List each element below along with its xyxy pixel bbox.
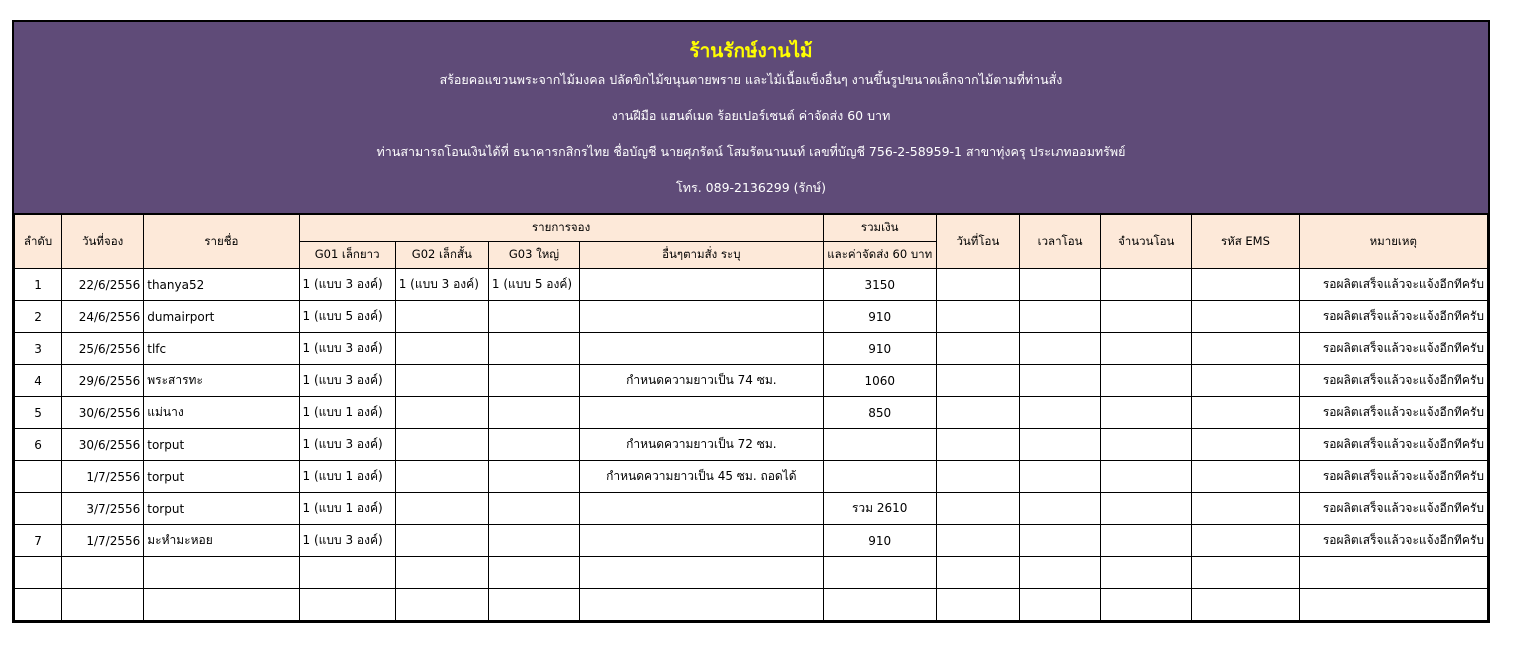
cell-name: tlfc [144, 333, 299, 365]
cell-name [144, 557, 299, 589]
cell-no: 3 [15, 333, 62, 365]
cell-g01: 1 (แบบ 5 องค์) [299, 301, 395, 333]
cell-empty [1019, 301, 1100, 333]
table-row [15, 301, 1488, 333]
cell-empty [936, 365, 1019, 397]
shop-description: สร้อยคอแขวนพระจากไม้มงคล ปลัดขิกไม้ขนุนตายพราย และไม้เนื้อแข็งอื่นๆ งานขึ้นรูปขนาดเล็กจากไม้ตามที่ท่านสั่ง [439, 72, 1063, 87]
cell-date: 29/6/2556 [62, 365, 144, 397]
header-ems: รหัส EMS [1192, 215, 1299, 269]
cell-no: 6 [15, 429, 62, 461]
cell-no [15, 493, 62, 525]
cell-date: 25/6/2556 [62, 333, 144, 365]
cell-empty [1192, 461, 1299, 493]
cell-no: 1 [15, 269, 62, 301]
cell-empty [1192, 589, 1299, 621]
cell-empty [1192, 397, 1299, 429]
cell-empty [1192, 525, 1299, 557]
cell-total [823, 429, 936, 461]
cell-empty [936, 557, 1019, 589]
cell-empty [1101, 493, 1192, 525]
cell-name: thanya52 [144, 269, 299, 301]
cell-other: กำหนดความยาวเป็น 45 ซม. ถอดได้ [580, 461, 824, 493]
cell-empty [936, 525, 1019, 557]
cell-g02 [395, 461, 488, 493]
table-row [15, 365, 1488, 397]
cell-note: รอผลิตเสร็จแล้วจะแจ้งอีกทีครับ [1299, 493, 1487, 525]
header-g03: G03 ใหญ่ [488, 242, 579, 269]
table-row [15, 557, 1488, 589]
header-name: รายชื่อ [144, 215, 299, 269]
cell-g03 [488, 397, 579, 429]
cell-g02 [395, 589, 488, 621]
cell-no: 5 [15, 397, 62, 429]
order-sheet [12, 20, 1490, 623]
table-row [15, 525, 1488, 557]
cell-empty [1101, 301, 1192, 333]
cell-g01: 1 (แบบ 1 องค์) [299, 397, 395, 429]
cell-g03 [488, 493, 579, 525]
orders-table [14, 214, 1488, 621]
cell-no: 7 [15, 525, 62, 557]
header-g01: G01 เล็กยาว [299, 242, 395, 269]
table-row [15, 589, 1488, 621]
cell-empty [1192, 333, 1299, 365]
cell-empty [1101, 429, 1192, 461]
cell-g01: 1 (แบบ 3 องค์) [299, 365, 395, 397]
cell-date: 30/6/2556 [62, 397, 144, 429]
cell-total: รวม 2610 [823, 493, 936, 525]
cell-other [580, 333, 824, 365]
cell-empty [936, 397, 1019, 429]
cell-date: 1/7/2556 [62, 461, 144, 493]
cell-date: 1/7/2556 [62, 525, 144, 557]
cell-name [144, 589, 299, 621]
cell-empty [1101, 365, 1192, 397]
shop-title: ร้านรักษ์งานไม้ [689, 40, 813, 62]
phone-info: โทร. 089-2136299 (รักษ์) [676, 180, 826, 195]
cell-empty [1019, 333, 1100, 365]
cell-empty [1019, 557, 1100, 589]
cell-note: รอผลิตเสร็จแล้วจะแจ้งอีกทีครับ [1299, 525, 1487, 557]
header-total: รวมเงิน [823, 215, 936, 242]
cell-g02 [395, 301, 488, 333]
cell-empty [1101, 525, 1192, 557]
cell-g02 [395, 557, 488, 589]
table-row [15, 333, 1488, 365]
cell-total [823, 557, 936, 589]
cell-empty [1019, 493, 1100, 525]
cell-total [823, 589, 936, 621]
cell-note: รอผลิตเสร็จแล้วจะแจ้งอีกทีครับ [1299, 333, 1487, 365]
cell-g01 [299, 589, 395, 621]
cell-note: รอผลิตเสร็จแล้วจะแจ้งอีกทีครับ [1299, 461, 1487, 493]
cell-other [580, 493, 824, 525]
cell-empty [1192, 493, 1299, 525]
header-no: ลำดับ [15, 215, 62, 269]
cell-g03 [488, 365, 579, 397]
cell-g02 [395, 397, 488, 429]
cell-other [580, 269, 824, 301]
cell-g03 [488, 429, 579, 461]
cell-g03 [488, 301, 579, 333]
cell-g02 [395, 365, 488, 397]
table-row [15, 461, 1488, 493]
cell-empty [1101, 589, 1192, 621]
cell-other [580, 301, 824, 333]
cell-empty [1101, 461, 1192, 493]
cell-name: torput [144, 493, 299, 525]
cell-no [15, 557, 62, 589]
cell-other: กำหนดความยาวเป็น 74 ซม. [580, 365, 824, 397]
header-pay-date: วันที่โอน [936, 215, 1019, 269]
cell-other [580, 557, 824, 589]
cell-empty [1192, 301, 1299, 333]
cell-empty [936, 493, 1019, 525]
cell-empty [1019, 397, 1100, 429]
cell-total: 910 [823, 333, 936, 365]
cell-g02 [395, 333, 488, 365]
cell-other [580, 589, 824, 621]
cell-g01: 1 (แบบ 1 องค์) [299, 461, 395, 493]
cell-g03 [488, 557, 579, 589]
cell-no: 2 [15, 301, 62, 333]
cell-date: 3/7/2556 [62, 493, 144, 525]
cell-g03 [488, 333, 579, 365]
cell-g01: 1 (แบบ 3 องค์) [299, 429, 395, 461]
cell-name: มะหำมะหอย [144, 525, 299, 557]
cell-name: torput [144, 461, 299, 493]
cell-empty [1019, 269, 1100, 301]
cell-empty [936, 429, 1019, 461]
cell-g02 [395, 493, 488, 525]
header-items: รายการจอง [299, 215, 823, 242]
cell-total: 1060 [823, 365, 936, 397]
cell-g01 [299, 557, 395, 589]
table-row [15, 429, 1488, 461]
cell-date: 30/6/2556 [62, 429, 144, 461]
header-note: หมายเหตุ [1299, 215, 1487, 269]
cell-g02: 1 (แบบ 3 องค์) [395, 269, 488, 301]
cell-name: torput [144, 429, 299, 461]
cell-g01: 1 (แบบ 3 องค์) [299, 333, 395, 365]
cell-g02 [395, 525, 488, 557]
cell-empty [1192, 557, 1299, 589]
shop-banner [14, 22, 1488, 214]
cell-empty [936, 301, 1019, 333]
cell-empty [1019, 525, 1100, 557]
cell-total: 850 [823, 397, 936, 429]
cell-empty [1019, 365, 1100, 397]
cell-empty [1192, 269, 1299, 301]
cell-empty [1019, 429, 1100, 461]
cell-g01: 1 (แบบ 1 องค์) [299, 493, 395, 525]
cell-empty [1101, 269, 1192, 301]
cell-other [580, 397, 824, 429]
cell-empty [1019, 589, 1100, 621]
cell-no [15, 461, 62, 493]
header-amount: จำนวนโอน [1101, 215, 1192, 269]
cell-total [823, 461, 936, 493]
cell-empty [1192, 429, 1299, 461]
cell-note: รอผลิตเสร็จแล้วจะแจ้งอีกทีครับ [1299, 365, 1487, 397]
table-row [15, 397, 1488, 429]
cell-date [62, 589, 144, 621]
table-row [15, 269, 1488, 301]
cell-empty [936, 269, 1019, 301]
header-g02: G02 เล็กสั้น [395, 242, 488, 269]
cell-note: รอผลิตเสร็จแล้วจะแจ้งอีกทีครับ [1299, 429, 1487, 461]
cell-empty [1192, 365, 1299, 397]
cell-total: 3150 [823, 269, 936, 301]
cell-note: รอผลิตเสร็จแล้วจะแจ้งอีกทีครับ [1299, 397, 1487, 429]
cell-other [580, 525, 824, 557]
cell-total: 910 [823, 525, 936, 557]
cell-g02 [395, 429, 488, 461]
shop-tagline: งานฝีมือ แฮนด์เมด ร้อยเปอร์เซนต์ ค่าจัดส่ง 60 บาท [611, 108, 891, 123]
cell-total: 910 [823, 301, 936, 333]
cell-g03: 1 (แบบ 5 องค์) [488, 269, 579, 301]
cell-g03 [488, 461, 579, 493]
cell-date: 22/6/2556 [62, 269, 144, 301]
cell-note: รอผลิตเสร็จแล้วจะแจ้งอีกทีครับ [1299, 301, 1487, 333]
cell-name: พระสารทะ [144, 365, 299, 397]
table-row [15, 493, 1488, 525]
cell-g01: 1 (แบบ 3 องค์) [299, 269, 395, 301]
header-other: อื่นๆตามสั่ง ระบุ [580, 242, 824, 269]
cell-empty [1101, 397, 1192, 429]
cell-empty [1101, 333, 1192, 365]
cell-other: กำหนดความยาวเป็น 72 ซม. [580, 429, 824, 461]
cell-empty [1019, 461, 1100, 493]
cell-note: รอผลิตเสร็จแล้วจะแจ้งอีกทีครับ [1299, 269, 1487, 301]
cell-date [62, 557, 144, 589]
cell-empty [1101, 557, 1192, 589]
cell-no: 4 [15, 365, 62, 397]
cell-empty [936, 333, 1019, 365]
cell-g03 [488, 589, 579, 621]
header-pay-time: เวลาโอน [1019, 215, 1100, 269]
cell-date: 24/6/2556 [62, 301, 144, 333]
cell-g03 [488, 525, 579, 557]
cell-empty [936, 589, 1019, 621]
cell-empty [936, 461, 1019, 493]
cell-name: dumairport [144, 301, 299, 333]
cell-g01: 1 (แบบ 3 องค์) [299, 525, 395, 557]
cell-note [1299, 589, 1487, 621]
cell-no [15, 589, 62, 621]
bank-info: ท่านสามารถโอนเงินได้ที่ ธนาคารกสิกรไทย ชื่อบัญชี นายศุภรัตน์ โสมรัตนานนท์ เลขที่บัญชี 756-2-58959-1 สาขาทุ่งครุ ประเภทออมทรัพย์ [376, 144, 1126, 159]
header-date: วันที่จอง [62, 215, 144, 269]
header-total-shipping: และค่าจัดส่ง 60 บาท [823, 242, 936, 269]
cell-name: แม่นาง [144, 397, 299, 429]
cell-note [1299, 557, 1487, 589]
